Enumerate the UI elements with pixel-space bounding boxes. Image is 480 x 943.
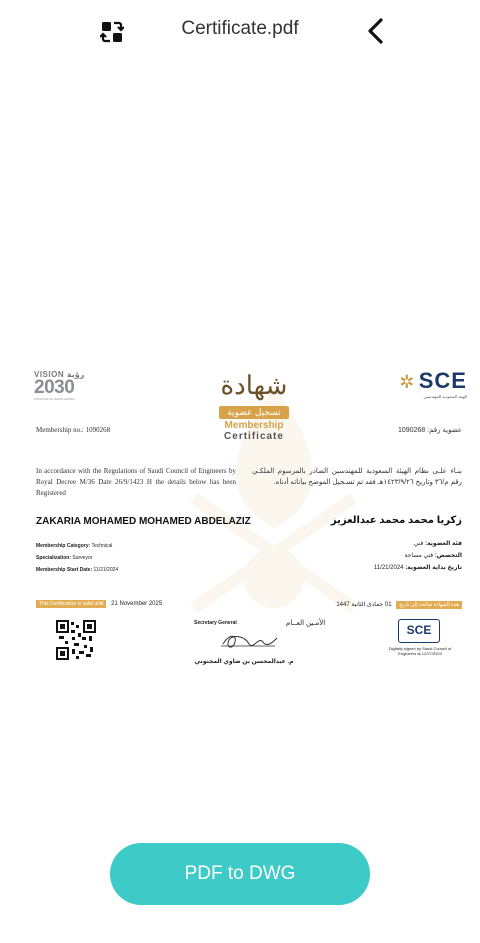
file-convert-icon[interactable] xyxy=(100,20,124,44)
holder-name-en: ZAKARIA MOHAMED MOHAMED ABDELAZIZ xyxy=(36,516,251,527)
detail-row-category-ar: فئة العضوية: فني xyxy=(413,541,462,547)
secretary-title-ar: الأمـين العــام xyxy=(286,620,326,627)
top-bar xyxy=(0,0,480,64)
certificate-document xyxy=(24,348,474,678)
intro-text-ar: بنـاء علـى نظام الهيئة السعودية للمهندسين الصادر بالمرسوم الملكـي رقم م/٣٦ وتاريخ ١٤٢٣/٩/٢٦هـ فقد تم تسـجيل الموضح بياناته أدناه. xyxy=(252,468,462,486)
document-title: Certificate.pdf xyxy=(181,18,299,39)
membership-logo: شهادة تسجيل عضوية Membership Certificate xyxy=(220,371,288,442)
details-ar xyxy=(374,538,462,574)
detail-row-start-date-ar: تاريخ بداية العضوية: 11/21/2024 xyxy=(373,565,462,571)
validity-en: This Certification is valid until 21 November 2025 xyxy=(36,601,162,607)
sce-logo: ✲ SCE الهيئة السعودية للمهندسين xyxy=(399,368,467,399)
qr-code xyxy=(56,620,96,660)
vision-2030-logo: VISION رؤية 2030 KINGDOM OF SAUDI ARABIA xyxy=(34,370,85,401)
details-en xyxy=(36,540,118,576)
secretary-title-en: Secretary General xyxy=(194,620,237,626)
chevron-left-icon[interactable] xyxy=(362,16,388,46)
signature-image xyxy=(219,630,281,654)
sce-stamp: SCE xyxy=(398,619,440,643)
digital-signature-note: Digitally signed by Saudi Council of Engineers at 12/27/2024 xyxy=(388,646,452,656)
membership-number-ar: عضوية رقم: 1090268 xyxy=(397,427,462,434)
detail-row-category-en: Membership Category: Technical xyxy=(36,543,113,549)
pdf-to-dwg-button[interactable]: PDF to DWG xyxy=(110,843,370,905)
validity-ar: هذه الشهادة صالحة إلى تاريخ 01 جمادى الثانية 1447 xyxy=(336,601,462,608)
holder-name-ar: زكريا محمد محمد عبدالعزيز xyxy=(330,515,462,526)
detail-row-start-date-en: Membership Start Date: 11/21/2024 xyxy=(36,567,119,573)
signer-name-ar: م. عبدالمحسن بن ضاوي المجنوني xyxy=(194,659,294,665)
detail-row-specialization-ar: التخصص: فني مساحة xyxy=(404,553,462,559)
detail-row-specialization-en: Specialization: Surveyor xyxy=(36,555,93,561)
intro-text-en: In accordance with the Regulations of Saudi Council of Engineers by Royal Decree M/36 Date 26/9/1423 H the details below has been Registered xyxy=(36,467,236,497)
membership-number-en: Membership no.: 1090268 xyxy=(36,426,111,434)
